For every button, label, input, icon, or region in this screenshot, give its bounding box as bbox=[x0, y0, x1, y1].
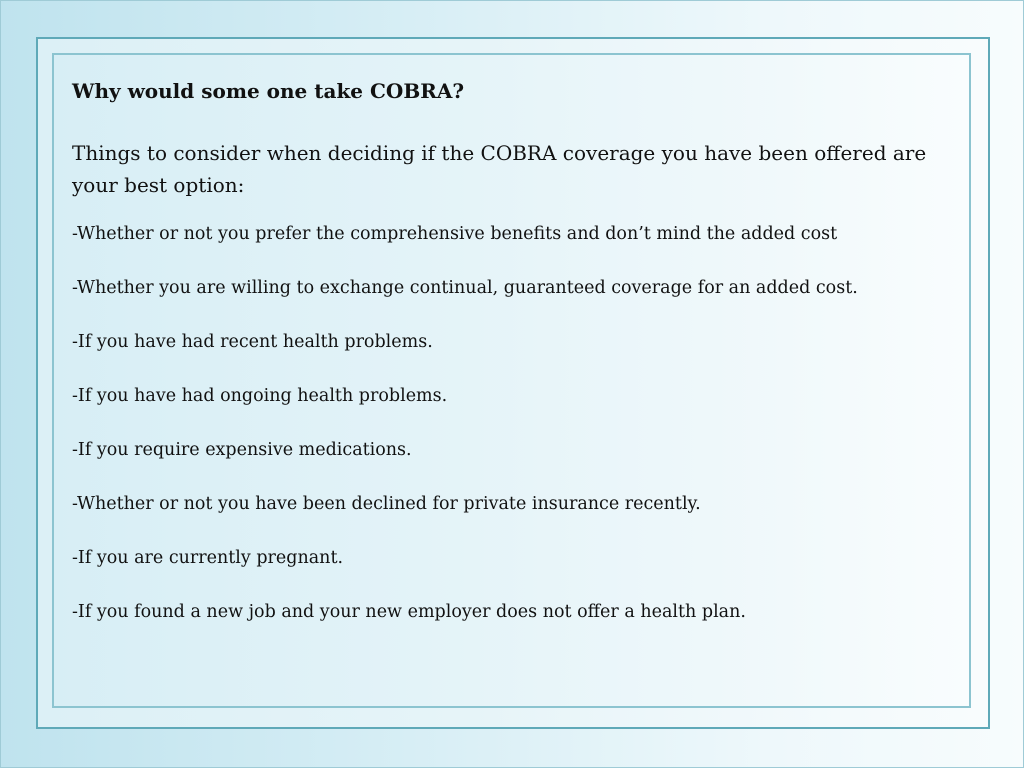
bullet-item: -If you have had ongoing health problems. bbox=[72, 386, 448, 406]
bullet-item: -If you are currently pregnant. bbox=[72, 548, 344, 568]
inner-panel bbox=[52, 53, 971, 708]
bullet-item: -If you require expensive medications. bbox=[72, 440, 412, 460]
bullet-item: -If you found a new job and your new employer does not offer a health plan. bbox=[72, 602, 746, 622]
slide-intro: Things to consider when deciding if the COBRA coverage you have been offered are your best option: bbox=[72, 141, 927, 197]
slide-content bbox=[72, 77, 962, 653]
bullet-item: -Whether you are willing to exchange continual, guaranteed coverage for an added cost. bbox=[72, 278, 858, 298]
slide-heading: Why would some one take COBRA? bbox=[72, 79, 465, 103]
bullet-item: -If you have had recent health problems. bbox=[72, 332, 433, 352]
outer-panel bbox=[36, 37, 990, 729]
bullet-item: -Whether or not you have been declined for private insurance recently. bbox=[72, 494, 701, 514]
bullet-item: -Whether or not you prefer the comprehensive benefits and don’t mind the added cost bbox=[72, 224, 838, 244]
